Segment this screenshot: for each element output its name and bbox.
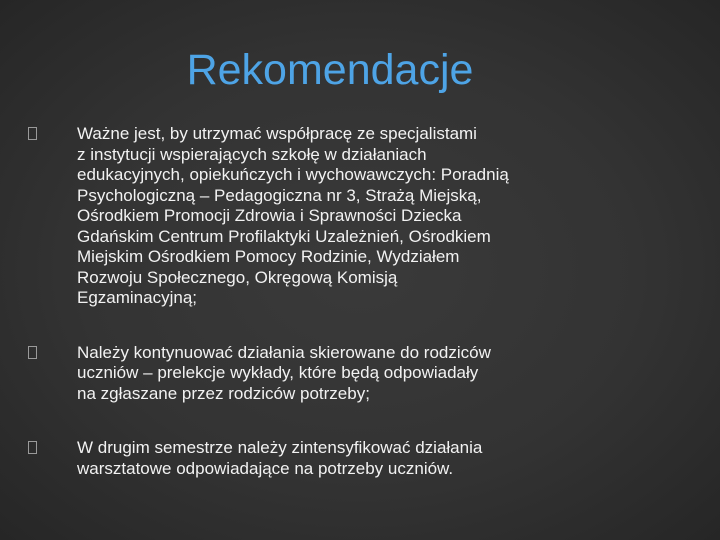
bullet-item [28, 124, 688, 309]
square-bullet-icon [28, 127, 37, 140]
square-bullet-icon [28, 441, 37, 454]
text-line: uczniów – prelekcje wykłady, które będą odpowiadały [77, 363, 479, 382]
bullet-text [77, 124, 688, 309]
text-line: Rozwoju Społecznego, Okręgową Komisją [77, 267, 398, 287]
bullet-item [28, 438, 688, 479]
text-line: W drugim semestrze należy zintensyfikować działania [77, 438, 483, 457]
text-line: Ośrodkiem Promocji Zdrowia i Sprawności Dziecka [77, 206, 462, 225]
text-line: Miejskim Ośrodkiem Pomocy Rodzinie, Wydziałem [77, 247, 460, 266]
bullet-text [77, 343, 688, 405]
text-line: Gdańskim Centrum Profilaktyki Uzależnień, Ośrodkiem [77, 226, 491, 246]
text-line: na zgłaszane przez rodziców potrzeby; [77, 383, 370, 403]
slide-title: Rekomendacje [186, 46, 474, 94]
text-line: Egzaminacyjną; [77, 288, 198, 307]
text-line: Należy kontynuować działania skierowane do rodziców [77, 342, 491, 362]
bullet-list [28, 124, 688, 513]
text-line: edukacyjnych, opiekuńczych i wychowawczych: Poradnią [77, 165, 509, 184]
text-line: z instytucji wspierających szkołę w działaniach [77, 144, 427, 164]
bullet-item [28, 343, 688, 405]
text-line: warsztatowe odpowiadające na potrzeby uczniów. [77, 458, 454, 478]
bullet-text [77, 438, 688, 479]
text-line: Ważne jest, by utrzymać współpracę ze specjalistami [77, 124, 477, 143]
square-bullet-icon [28, 346, 37, 359]
text-line: Psychologiczną – Pedagogiczna nr 3, Strażą Miejską, [77, 185, 482, 205]
